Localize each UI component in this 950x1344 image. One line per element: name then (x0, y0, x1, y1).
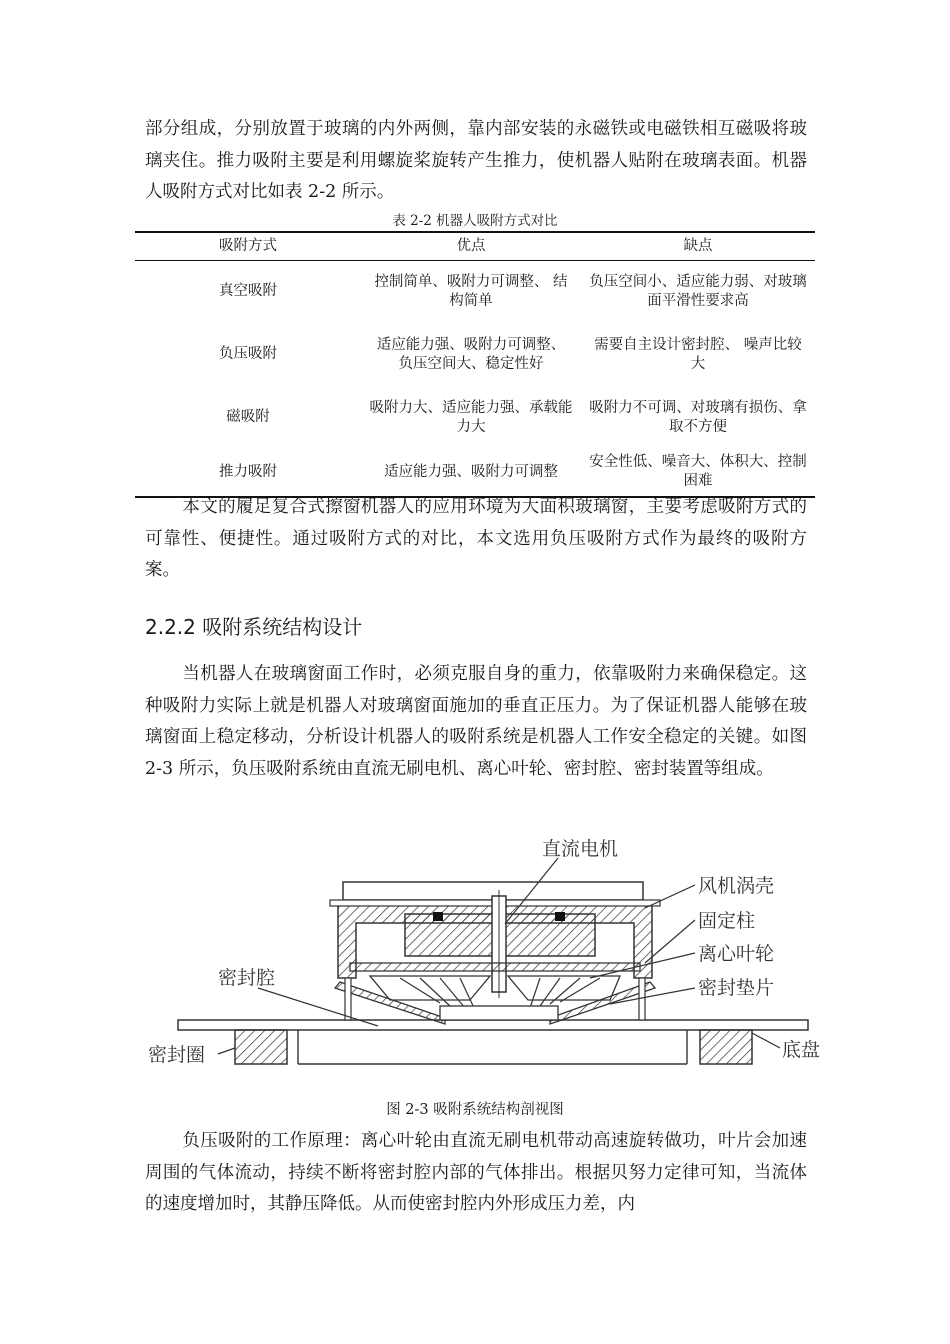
section-heading: 2.2.2 吸附系统结构设计 (145, 615, 363, 639)
adsorption-system-figure (140, 828, 830, 1078)
label-impeller: 离心叶轮 (698, 943, 775, 965)
figure-caption: 图 2-3 吸附系统结构剖视图 (386, 1102, 564, 1118)
label-seal-gasket: 密封垫片 (698, 977, 775, 999)
impeller-plate (350, 963, 640, 971)
principle-paragraph-text: 负压吸附的工作原理：离心叶轮由直流无刷电机带动高速旋转做功，叶片会加速周围的气体流动，持续不断将密封腔内部的气体排出。根据贝努力定律可知，当流体的速度增加时，其静压降低。从而使密封腔内外形成压力差，内 (145, 1131, 807, 1214)
table-cell-cons: 安全性低、噪音大、体积大、控制困难 (581, 449, 815, 497)
label-fixed-post: 固定柱 (698, 910, 756, 932)
paragraph-after-table (145, 492, 807, 587)
table-row (135, 323, 815, 387)
principle-paragraph (145, 1126, 807, 1221)
table-cell-method: 推力吸附 (135, 449, 361, 497)
seal-ring-right (700, 1030, 752, 1064)
table-cell-pros: 控制简单、吸附力可调整、 结构简单 (374, 273, 568, 309)
table-header-cons: 缺点 (581, 232, 815, 261)
table-cell-pros: 适应能力强、吸附力可调整、 负压空间大、稳定性好 (376, 336, 566, 372)
table-row (135, 261, 815, 323)
table-cell-pros: 吸附力大、适应能力强、承载能力大 (369, 399, 573, 435)
intro-paragraph: 部分组成，分别放置于玻璃的内外两侧，靠内部安装的永磁铁或电磁铁相互磁吸将玻璃夹住。推力吸附主要是利用螺旋桨旋转产生推力，使机器人贴附在玻璃表面。机器人吸附方式对比如表 2-2 所示。 (145, 119, 807, 202)
table-cell-cons: 需要自主设计密封腔、 噪声比较大 (594, 336, 802, 372)
table-caption: 表 2-2 机器人吸附方式对比 (392, 213, 558, 229)
section-paragraph (145, 659, 807, 785)
label-motor: 直流电机 (542, 838, 619, 860)
table-cell-method: 真空吸附 (219, 283, 277, 300)
table-header-row (135, 232, 815, 261)
label-seal-cavity: 密封腔 (218, 967, 276, 989)
seal-ring-left (235, 1030, 287, 1064)
section-paragraph-text: 当机器人在玻璃窗面工作时，必须克服自身的重力，依靠吸附力来确保稳定。这种吸附力实际上就是机器人对玻璃窗面施加的垂直正压力。为了保证机器人能够在玻璃窗面上稳定移动，分析设计机器人的吸附系统是机器人工作安全稳定的关键。如图 2-3 所示，负压吸附系统由直流无刷电机、离心叶轮、密封腔、密封装置等组成。 (145, 664, 807, 779)
table-cell-method: 负压吸附 (219, 346, 277, 362)
table-cell-pros: 适应能力强、吸附力可调整 (361, 449, 581, 497)
adsorption-comparison-table (135, 231, 815, 498)
base-plate (178, 1020, 808, 1030)
table-row (135, 449, 815, 497)
table-header-pros: 优点 (361, 232, 581, 261)
table-cell-cons: 负压空间小、适应能力弱、对玻璃面平滑性要求高 (589, 273, 807, 309)
label-seal-ring: 密封圈 (148, 1044, 206, 1066)
table-cell-cons: 吸附力不可调、对玻璃有损伤、拿取不方便 (589, 399, 807, 435)
paragraph-after-table-text: 本文的履足复合式擦窗机器人的应用环境为大面积玻璃窗，主要考虑吸附方式的可靠性、便捷性。通过吸附方式的对比，本文选用负压吸附方式作为最终的吸附方案。 (145, 497, 807, 580)
label-fan-housing: 风机涡壳 (698, 875, 775, 897)
label-base: 底盘 (782, 1039, 821, 1061)
table-header-method: 吸附方式 (135, 232, 361, 261)
cross-section-drawing (140, 828, 830, 1078)
table-row (135, 387, 815, 449)
table-cell-method: 磁吸附 (226, 409, 270, 425)
